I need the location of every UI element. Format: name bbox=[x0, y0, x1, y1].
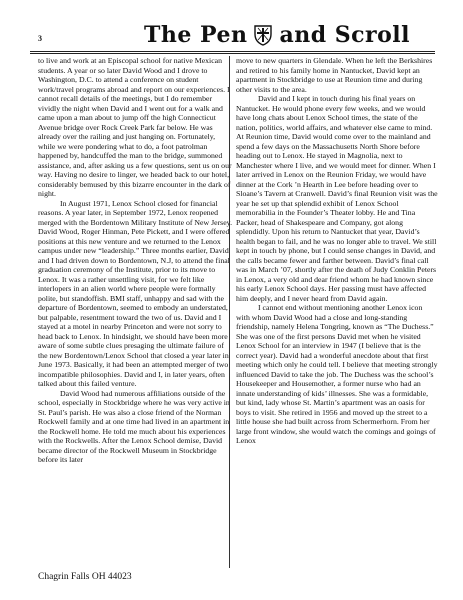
article-paragraph: to live and work at an Episcopal school for native Mexican students. A year or so later David Wood and I drove to Washington, D.C. to attend a conference on student work/travel programs abroad and report on our experiences. I cannot recall details of the meetings, but I do remember vividly the night when David and I went out for a walk and came upon a man about to jump off the high Connecticut Avenue bridge over Rock Creek Park far below. He was already over the railing and just hanging on. Fortunately, while we were pondering what to do, a foot patrolman happened by, handcuffed the man to the bridge, summoned assistance, and, after asking us a few questions, sent us on our way. Having no desire to linger, we headed back to our hotel, considerably bemused by this bizarre encounter in the dark of night. bbox=[38, 56, 232, 198]
footer-location: Chagrin Falls OH 44023 bbox=[38, 572, 132, 582]
masthead-title-right: and Scroll bbox=[279, 22, 411, 48]
page-number: 3 bbox=[38, 34, 42, 43]
article-paragraph: move to new quarters in Glendale. When he left the Berkshires and retired to his family home in Nantucket, David kept an apartment in Stockbridge to use at Reunion time and during other visits to the area. bbox=[236, 56, 433, 94]
article-paragraph: David and I kept in touch during his final years on Nantucket. He would phone every few weeks, and we would have long chats about Lenox School times, the state of the nation, politics, world affairs, and whatever else came to mind. At Reunion time, David would come over to the mainland and spend a few days on the Massachusetts North Shore before heading out to Lenox. He stayed in Magnolia, next to Manchester where I live, and we would meet for dinner. When I later arrived in Lenox on the Reunion Friday, we would have dinner at the Cork ’n Hearth in Lee before heading over to Sloane’s Tavern at Cranwell. David’s final Reunion visit was the year he set up that splendid exhibit of Lenox School memorabilia in the Founder’s Theater lobby. He and Tina Packer, head of Shakespeare and Company, got along splendidly. Upon his return to Nantucket that year, David’s health began to fail, and he was no longer able to travel. We still kept in touch by phone, but I could sense changes in David, and the calls became fewer and farther between. David’s final call was in March ’07, shortly after the death of Judy Conklin Peters in Lenox, a very old and dear friend whom he had known since his early Lenox School days. Her passing must have affected him deeply, and I never heard from David again. bbox=[236, 94, 438, 303]
shield-crest-icon bbox=[253, 24, 273, 46]
article-paragraph: David Wood had numerous affiliations outside of the school, especially in Stockbridge where he was very active in St. Paul’s parish. He was also a close friend of the Norman Rockwell family and at one time had lived in an apartment in the Rockwell home. He told me much about his experiences with the Rockwells. After the Lenox School demise, David became director of the Rockwell Museum in Stockbridge before its later bbox=[38, 388, 230, 464]
right-column bbox=[236, 56, 438, 574]
article-paragraph: I cannot end without mentioning another Lenox icon with whom David Wood had a close and long-standing friendship, namely Helena Tongring, known as “The Duchess.” She was one of the first persons David met when he visited Lenox School for an interview in 1947 (I believe that is the correct year). David had a wonderful anecdote about that first meeting which only he could tell. I believe that meeting strongly influenced David to take the job. The Duchess was the school’s Housekeeper and Housemother, a former nurse who had an innate understanding of kids’ illnesses. She was a formidable, but kind, lady whose St. Martin’s apartment was an oasis for boys to visit. She retired in 1956 and moved up the street to a little house she had built across from Schermerhorn. From her large front window, she would watch the comings and goings of Lenox bbox=[236, 303, 438, 445]
column-divider bbox=[229, 56, 230, 568]
header-rule-double bbox=[30, 53, 435, 54]
article-paragraph: In August 1971, Lenox School closed for financial reasons. A year later, in September 1972, Lenox reopened merged with the Bordentown Military Institute of New Jersey. David Wood, Roger Hinman, Pete Pickett, and I were offered positions at this new venture and we returned to the Lenox campus under new “leadership.” Three months earlier, David and I had driven down to Bordentown, N.J, to attend the final graduation ceremony of the Institute, prior to its move to Lenox. It was a rather unsettling visit, for we felt like interlopers in an alien world where people were formally polite, but standoffish. BMI staff, unhappy and sad with the departure of Bordentown, seemed to embody an understated, but palpable, resentment toward the two of us. David and I stayed at a motel in nearby Princeton and were not sorry to head back to Lenox. In hindsight, we should have been more aware of some subtle clues presaging the ultimate failure of the new Bordentown/Lenox School that closed a year later in June 1973. Basically, it had been an attempted merger of two incompatible philosophies. David and I, in later years, often talked about this failed venture. bbox=[38, 198, 233, 388]
left-column bbox=[38, 56, 234, 574]
header-rule bbox=[30, 51, 435, 52]
masthead-title bbox=[112, 22, 442, 48]
masthead-title-left: The Pen bbox=[143, 22, 248, 48]
